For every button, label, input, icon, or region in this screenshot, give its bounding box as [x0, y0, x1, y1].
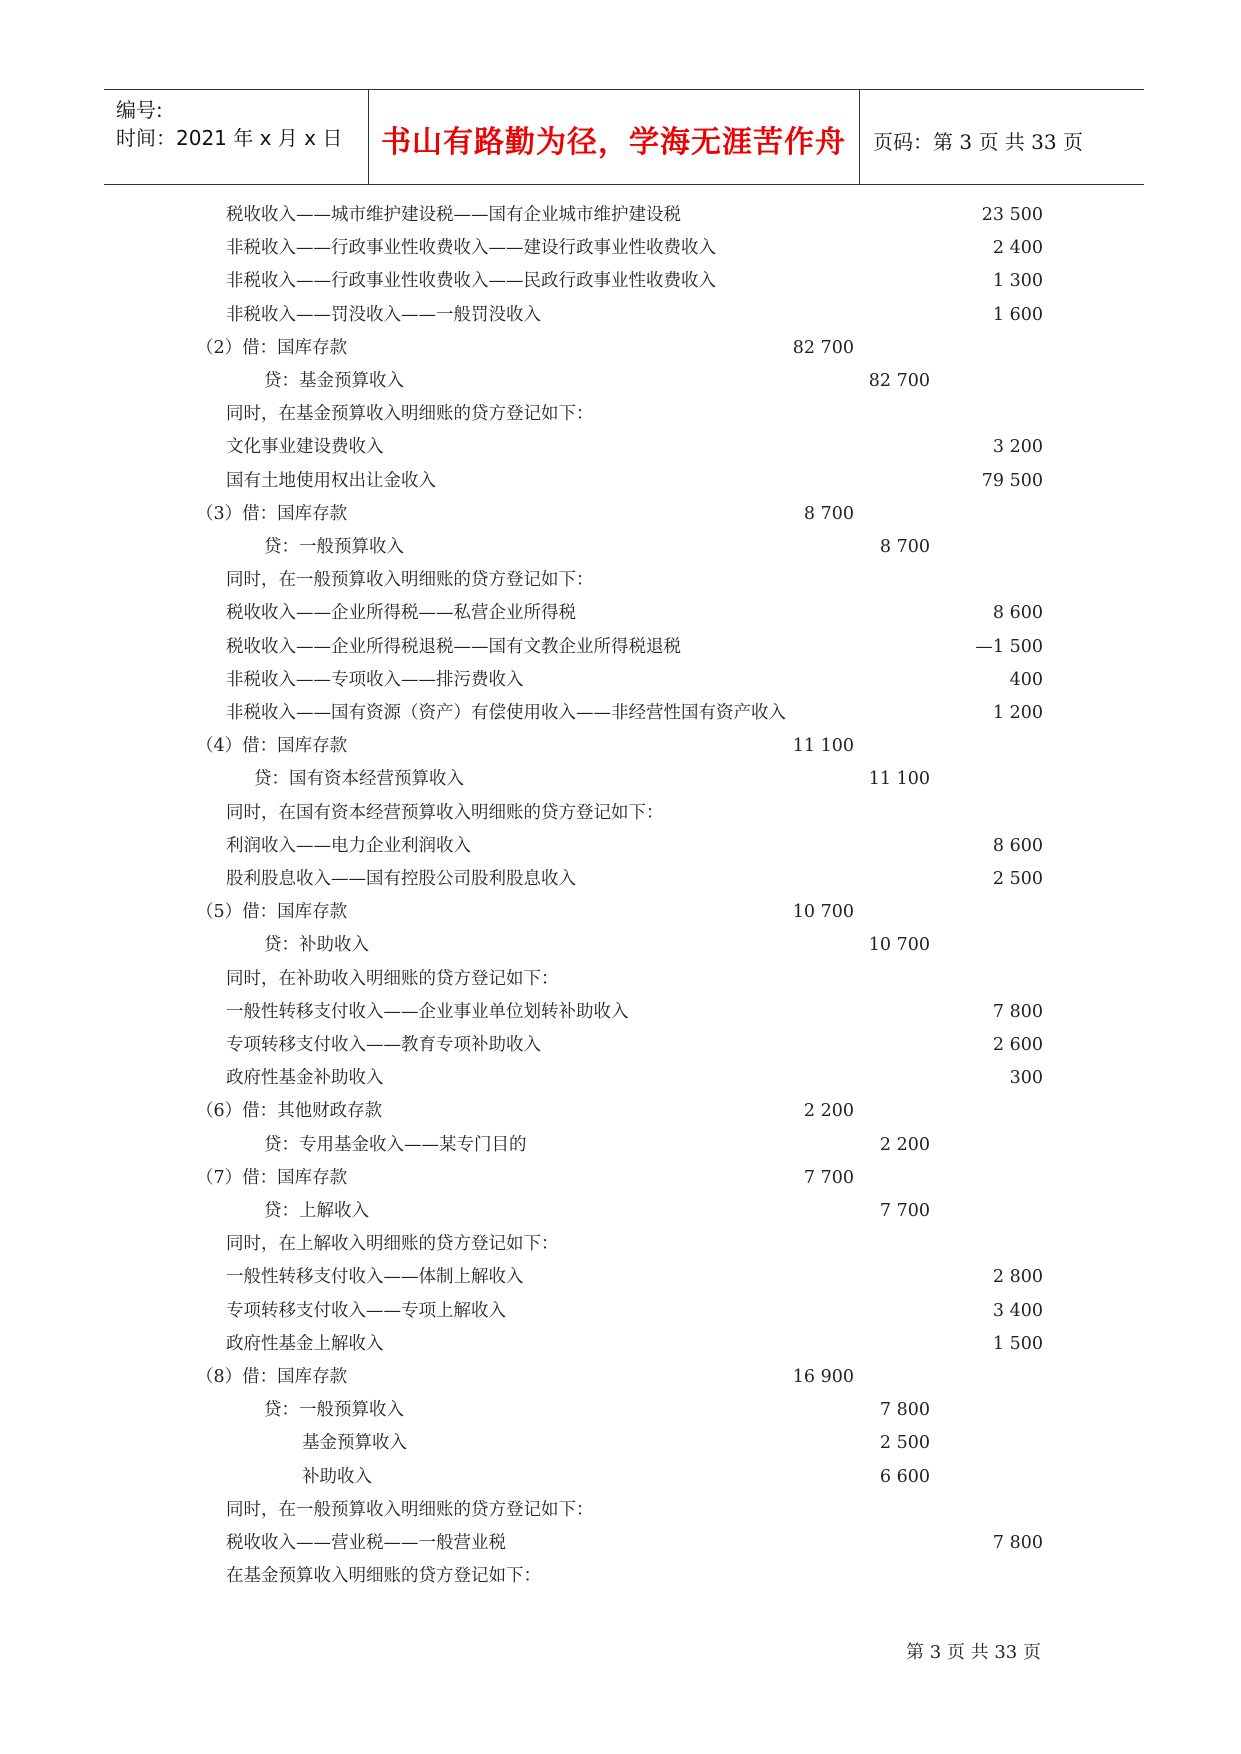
- ledger-line: [0, 565, 1241, 595]
- ledger-line-text: 贷：一般预算收入: [264, 1400, 404, 1421]
- ledger-line-text: 税收收入——城市维护建设税——国有企业城市维护建设税: [226, 205, 681, 225]
- ledger-line: [0, 598, 1241, 628]
- ledger-line-text: 贷：一般预算收入: [264, 537, 404, 557]
- ledger-line-text: （7）借：国库存款: [196, 1167, 348, 1188]
- ledger-line: [0, 333, 1241, 363]
- ledger-line: [0, 499, 1241, 529]
- ledger-line-text: 同时，在上解收入明细账的贷方登记如下：: [226, 1234, 559, 1255]
- credit-amount: 11 100: [868, 769, 930, 790]
- credit-amount: 7 800: [879, 1400, 930, 1421]
- ledger-line: [0, 1362, 1241, 1392]
- ledger-line-text: 一般性转移支付收入——体制上解收入: [226, 1267, 524, 1288]
- ledger-line: [0, 831, 1241, 861]
- ledger-line-text: 非税收入——行政事业性收费收入——民政行政事业性收费收入: [226, 271, 716, 292]
- ledger-line: [0, 1428, 1241, 1458]
- serial-label: 编号:: [116, 98, 163, 122]
- ledger-line-text: 贷：补助收入: [264, 935, 369, 956]
- credit-amount: 10 700: [868, 935, 930, 956]
- ledger-line: [0, 1163, 1241, 1193]
- detail-amount: 2 400: [992, 238, 1043, 259]
- ledger-line: [0, 930, 1241, 960]
- ledger-line-text: 政府性基金补助收入: [226, 1068, 384, 1089]
- ledger-line: [0, 532, 1241, 562]
- ledger-line: [0, 764, 1241, 794]
- ledger-line-text: 同时，在国有资本经营预算收入明细账的贷方登记如下：: [226, 802, 664, 823]
- ledger-line-text: 贷：基金预算收入: [264, 371, 404, 391]
- detail-amount: 2 800: [992, 1267, 1043, 1288]
- detail-amount: 3 200: [992, 437, 1043, 458]
- ledger-line-text: 同时，在补助收入明细账的贷方登记如下：: [226, 968, 559, 989]
- ledger-line: [0, 698, 1241, 728]
- ledger-line-text: 利润收入——电力企业利润收入: [226, 835, 471, 856]
- detail-amount: 400: [1009, 669, 1043, 690]
- ledger-line-text: 非税收入——行政事业性收费收入——建设行政事业性收费收入: [226, 238, 716, 259]
- detail-amount: 8 600: [992, 835, 1043, 856]
- ledger-line: [0, 1561, 1241, 1591]
- ledger-line-text: 国有土地使用权出让金收入: [226, 470, 436, 491]
- ledger-line: [0, 1196, 1241, 1226]
- credit-amount: 8 700: [879, 537, 930, 557]
- ledger-line-text: （4）借：国库存款: [196, 736, 348, 757]
- debit-amount: 8 700: [803, 503, 854, 524]
- credit-amount: 2 200: [879, 1134, 930, 1155]
- detail-amount: 2 600: [992, 1035, 1043, 1055]
- ledger-line: [0, 399, 1241, 429]
- motto-text: 书山有路勤为径，学海无涯苦作舟: [381, 125, 846, 160]
- ledger-line-text: 文化事业建设费收入: [226, 437, 384, 458]
- page-info: 页码：第 3 页 共 33 页: [873, 130, 1083, 154]
- ledger-line-text: 税收收入——企业所得税退税——国有文教企业所得税退税: [226, 636, 681, 657]
- ledger-line: [0, 731, 1241, 761]
- ledger-line: [0, 233, 1241, 263]
- ledger-line: [0, 897, 1241, 927]
- ledger-line-text: （2）借：国库存款: [196, 337, 348, 358]
- ledger-line: [0, 1096, 1241, 1126]
- debit-amount: 82 700: [792, 337, 854, 358]
- ledger-line: [0, 632, 1241, 662]
- ledger-line-text: 在基金预算收入明细账的贷方登记如下：: [226, 1566, 541, 1587]
- ledger-line: [0, 1262, 1241, 1292]
- ledger-line-text: 基金预算收入: [302, 1433, 407, 1454]
- ledger-line: [0, 1495, 1241, 1525]
- ledger-line: [0, 200, 1241, 230]
- ledger-line: [0, 997, 1241, 1027]
- ledger-line-text: （5）借：国库存款: [196, 902, 348, 923]
- ledger-line-text: （6）借：其他财政存款: [196, 1101, 383, 1122]
- ledger-line-text: 同时，在基金预算收入明细账的贷方登记如下：: [226, 404, 594, 425]
- ledger-line-text: 股利股息收入——国有控股公司股利股息收入: [226, 869, 576, 889]
- ledger-line-text: 贷：上解收入: [264, 1201, 369, 1221]
- ledger-line-text: 贷：专用基金收入——某专门目的: [264, 1134, 527, 1155]
- ledger-line-text: 同时，在一般预算收入明细账的贷方登记如下：: [226, 1499, 594, 1520]
- ledger-line: [0, 1030, 1241, 1060]
- ledger-line-text: 专项转移支付收入——专项上解收入: [226, 1300, 506, 1321]
- detail-amount: 7 800: [992, 1533, 1043, 1553]
- detail-amount: 23 500: [981, 205, 1043, 225]
- credit-amount: 2 500: [879, 1433, 930, 1454]
- detail-amount: 79 500: [981, 470, 1043, 491]
- ledger-line-text: 贷：国有资本经营预算收入: [254, 769, 464, 790]
- debit-amount: 7 700: [803, 1167, 854, 1188]
- ledger-line: [0, 1329, 1241, 1359]
- ledger-line: [0, 466, 1241, 496]
- ledger-line: [0, 864, 1241, 894]
- detail-amount: 1 500: [992, 1333, 1043, 1354]
- detail-amount: —1 500: [975, 636, 1043, 657]
- ledger-line: [0, 665, 1241, 695]
- debit-amount: 2 200: [803, 1101, 854, 1122]
- ledger-line-text: 非税收入——罚没收入——一般罚没收入: [226, 304, 541, 325]
- detail-amount: 3 400: [992, 1300, 1043, 1321]
- ledger-line-text: 一般性转移支付收入——企业事业单位划转补助收入: [226, 1001, 629, 1022]
- ledger-line: [0, 964, 1241, 994]
- detail-amount: 7 800: [992, 1001, 1043, 1022]
- ledger-line: [0, 366, 1241, 396]
- header-motto-cell: [368, 90, 860, 184]
- ledger-line: [0, 1528, 1241, 1558]
- ledger-line-text: 补助收入: [302, 1466, 372, 1487]
- credit-amount: 6 600: [879, 1466, 930, 1487]
- page-header: [104, 89, 1144, 185]
- ledger-line: [0, 1296, 1241, 1326]
- ledger-line: [0, 1130, 1241, 1160]
- ledger-line: [0, 266, 1241, 296]
- ledger-line-text: 非税收入——专项收入——排污费收入: [226, 669, 524, 690]
- debit-amount: 16 900: [792, 1367, 854, 1387]
- detail-amount: 1 200: [992, 703, 1043, 723]
- ledger-line: [0, 1229, 1241, 1259]
- credit-amount: 7 700: [879, 1201, 930, 1221]
- ledger-line: [0, 1395, 1241, 1425]
- detail-amount: 300: [1009, 1068, 1043, 1089]
- ledger-line: [0, 798, 1241, 828]
- detail-amount: 2 500: [992, 869, 1043, 889]
- ledger-line-text: 非税收入——国有资源（资产）有偿使用收入——非经营性国有资产收入: [226, 703, 786, 723]
- ledger-line-text: （3）借：国库存款: [196, 503, 348, 524]
- debit-amount: 10 700: [792, 902, 854, 923]
- credit-amount: 82 700: [868, 371, 930, 391]
- ledger-line-text: 政府性基金上解收入: [226, 1333, 384, 1354]
- ledger-line-text: 税收收入——营业税——一般营业税: [226, 1533, 506, 1553]
- ledger-line-text: 专项转移支付收入——教育专项补助收入: [226, 1035, 541, 1055]
- detail-amount: 8 600: [992, 603, 1043, 624]
- ledger-line-text: （8）借：国库存款: [196, 1367, 348, 1387]
- detail-amount: 1 300: [992, 271, 1043, 292]
- ledger-line-text: 税收收入——企业所得税——私营企业所得税: [226, 603, 576, 624]
- time-label: 时间：2021 年 x 月 x 日: [116, 126, 343, 150]
- page-footer: 第 3 页 共 33 页: [906, 1642, 1041, 1663]
- debit-amount: 11 100: [792, 736, 854, 757]
- ledger-line: [0, 432, 1241, 462]
- ledger-line: [0, 1462, 1241, 1492]
- ledger-line: [0, 1063, 1241, 1093]
- ledger-line-text: 同时，在一般预算收入明细账的贷方登记如下：: [226, 570, 594, 591]
- ledger-line: [0, 300, 1241, 330]
- detail-amount: 1 600: [992, 304, 1043, 325]
- header-meta-cell: [104, 90, 369, 184]
- header-page-cell: [859, 90, 1144, 184]
